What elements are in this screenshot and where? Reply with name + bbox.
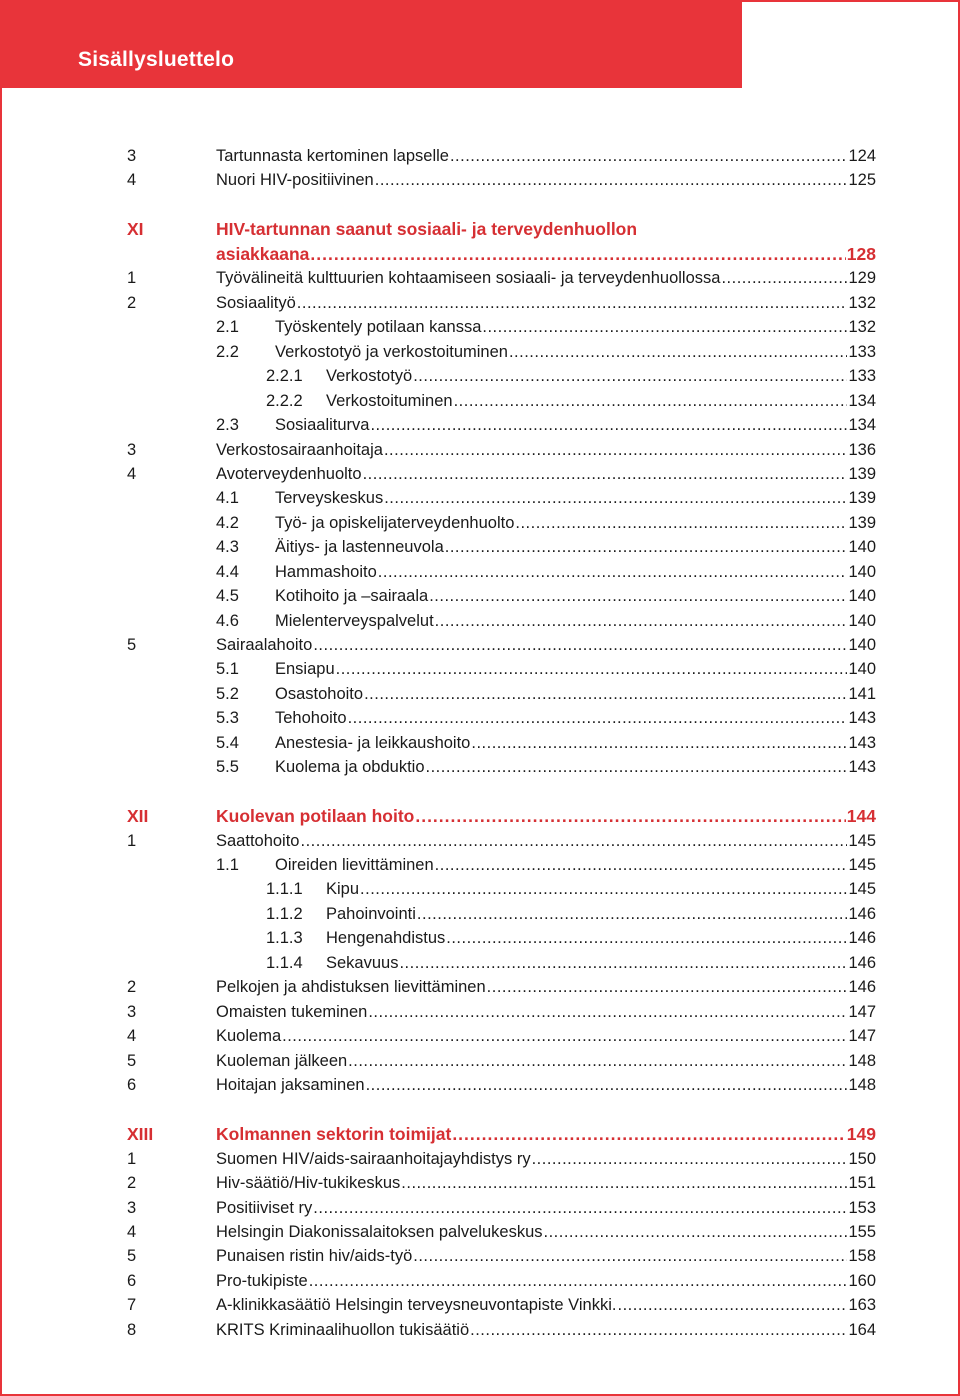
toc-entry: [216, 462, 876, 486]
toc-label: Punaisen ristin hiv/aids-työ: [216, 1247, 413, 1265]
toc-page-number: 136: [848, 441, 876, 459]
toc-label: Työvälineitä kulttuurien kohtaamiseen sosiaali- ja terveydenhuollossa: [216, 269, 721, 287]
toc-label: Tartunnasta kertominen lapselle: [216, 147, 449, 165]
toc-row: [0, 1073, 960, 1097]
toc-label: Verkostoituminen: [326, 392, 453, 410]
toc-number: 7: [127, 1296, 137, 1314]
toc-number: 6: [127, 1272, 137, 1290]
toc-row: [0, 1024, 960, 1048]
toc-row: [0, 1049, 960, 1073]
toc-number: 3: [127, 1003, 137, 1021]
toc-entry: [216, 1269, 876, 1293]
toc-entry: [216, 1073, 876, 1097]
toc-row: [0, 266, 960, 290]
toc-entry: [216, 242, 876, 266]
toc-row: [0, 657, 960, 681]
toc-dot-leader: [368, 1000, 847, 1024]
toc-label: Sairaalahoito: [216, 636, 313, 654]
toc-entry: [216, 706, 876, 730]
toc-entry: [216, 315, 876, 339]
toc-label: Oireiden lievittäminen: [275, 856, 434, 874]
toc-label: Mielenterveyspalvelut: [275, 612, 434, 630]
toc-label: Työskentely potilaan kanssa: [275, 318, 482, 336]
toc-number: 6: [127, 1076, 137, 1094]
toc-page-number: 144: [846, 806, 876, 826]
toc-label: Pahoinvointi: [326, 905, 416, 923]
toc-entry: [216, 853, 876, 877]
toc-row: [0, 389, 960, 413]
toc-dot-leader: [487, 975, 848, 999]
toc-page-number: 140: [848, 587, 876, 605]
toc-subnumber: 1.1.2: [266, 905, 303, 923]
toc-row: [0, 584, 960, 608]
toc-entry: [216, 584, 876, 608]
toc-dot-leader: [509, 340, 848, 364]
toc-subnumber: 4.5: [216, 587, 239, 605]
toc-row: [0, 609, 960, 633]
toc-entry: [266, 389, 876, 413]
toc-page-number: 146: [848, 954, 876, 972]
toc-number: XII: [127, 806, 149, 826]
toc-label: Avoterveydenhuolto: [216, 465, 362, 483]
toc-page-number: 124: [848, 147, 876, 165]
toc-entry: [216, 560, 876, 584]
toc-entry: [216, 682, 876, 706]
toc-row: [0, 1196, 960, 1220]
toc-label: Ensiapu: [275, 660, 335, 678]
toc-row: [0, 755, 960, 779]
toc-label: Kotihoito ja –sairaala: [275, 587, 429, 605]
toc-row: [0, 291, 960, 315]
toc-row: [0, 1293, 960, 1317]
toc-entry: [216, 609, 876, 633]
toc-label: Suomen HIV/aids-sairaanhoitajayhdistys ry: [216, 1150, 531, 1168]
toc-number: 4: [127, 171, 137, 189]
toc-row: [0, 413, 960, 437]
toc-number: 2: [127, 978, 137, 996]
toc-dot-leader: [401, 1171, 847, 1195]
toc-entry: [216, 438, 876, 462]
toc-dot-leader: [446, 926, 847, 950]
toc-dot-leader: [300, 829, 847, 853]
toc-page-number: 132: [848, 318, 876, 336]
toc-page-number: 134: [848, 416, 876, 434]
toc-chapter-row: [0, 804, 960, 828]
toc-number: 1: [127, 269, 137, 287]
toc-dot-leader: [297, 291, 848, 315]
toc-entry: [266, 926, 876, 950]
toc-page-number: 151: [848, 1174, 876, 1192]
toc-label: Kolmannen sektorin toimijat: [216, 1124, 452, 1144]
toc-dot-leader: [378, 560, 848, 584]
toc-dot-leader: [482, 315, 847, 339]
toc-page-number: 160: [848, 1272, 876, 1290]
toc-entry: [216, 1220, 876, 1244]
toc-dot-leader: [370, 413, 847, 437]
toc-number: 4: [127, 1027, 137, 1045]
toc-row: [0, 1171, 960, 1195]
toc-subnumber: 1.1.3: [266, 929, 303, 947]
toc-label: Positiiviset ry: [216, 1199, 313, 1217]
toc-entry: [216, 1171, 876, 1195]
toc-page-number: 146: [848, 905, 876, 923]
toc-number: 1: [127, 1150, 137, 1168]
toc-entry: [216, 731, 876, 755]
toc-page-number: 139: [848, 465, 876, 483]
toc-entry: [266, 951, 876, 975]
toc-row: [0, 486, 960, 510]
toc-number: 5: [127, 636, 137, 654]
toc-label: Hengenahdistus: [326, 929, 446, 947]
toc-row: [0, 1147, 960, 1171]
toc-entry: [216, 535, 876, 559]
toc-number: 3: [127, 147, 137, 165]
toc-number: 5: [127, 1247, 137, 1265]
toc-label: Saattohoito: [216, 832, 300, 850]
toc-subnumber: 1.1: [216, 856, 239, 874]
toc-label: Verkostotyö: [326, 367, 413, 385]
toc-row: [0, 633, 960, 657]
toc-dot-leader: [435, 609, 848, 633]
toc-subnumber: 5.1: [216, 660, 239, 678]
toc-chapter-row: [0, 217, 960, 241]
toc-page-number: 140: [848, 636, 876, 654]
toc-subnumber: 1.1.4: [266, 954, 303, 972]
toc-dot-leader: [282, 1024, 847, 1048]
toc-row: [0, 560, 960, 584]
toc-row: [0, 1000, 960, 1024]
toc-entry: [216, 1196, 876, 1220]
toc-row: [0, 438, 960, 462]
toc-page-number: 150: [848, 1150, 876, 1168]
toc-label: KRITS Kriminaalihuollon tukisäätiö: [216, 1321, 470, 1339]
toc-entry: [216, 291, 876, 315]
toc-page-number: 155: [848, 1223, 876, 1241]
toc-page-number: 140: [848, 612, 876, 630]
toc-number: XIII: [127, 1124, 154, 1144]
toc-page-number: 140: [848, 660, 876, 678]
toc-entry: [216, 1147, 876, 1171]
toc-page-number: 140: [848, 563, 876, 581]
toc-page-number: 163: [848, 1296, 876, 1314]
toc-row: [0, 926, 960, 950]
toc-dot-leader: [364, 682, 847, 706]
toc-row: [0, 462, 960, 486]
toc-page-number: 133: [848, 367, 876, 385]
toc-dot-leader: [399, 951, 847, 975]
toc-label: Hiv-säätiö/Hiv-tukikeskus: [216, 1174, 401, 1192]
toc-dot-leader: [435, 853, 848, 877]
toc-dot-leader: [384, 438, 848, 462]
toc-dot-leader: [366, 1073, 848, 1097]
toc-number: XI: [127, 219, 144, 239]
toc-page-number: 149: [846, 1124, 876, 1144]
toc-dot-leader: [452, 1122, 845, 1146]
toc-dot-leader: [360, 877, 847, 901]
toc-dot-leader: [417, 902, 848, 926]
toc-subnumber: 2.2.2: [266, 392, 303, 410]
toc-subnumber: 5.3: [216, 709, 239, 727]
toc-dot-leader: [310, 242, 845, 266]
toc-dot-leader: [544, 1220, 848, 1244]
toc-dot-leader: [348, 706, 848, 730]
toc-row: [0, 829, 960, 853]
toc-page-number: 145: [848, 856, 876, 874]
toc-dot-leader: [336, 657, 848, 681]
toc-dot-leader: [532, 1147, 848, 1171]
toc-row: [0, 168, 960, 192]
toc-dot-leader: [313, 1196, 847, 1220]
toc-page-number: 139: [848, 489, 876, 507]
toc-dot-leader: [471, 731, 847, 755]
toc-label: Anestesia- ja leikkaushoito: [275, 734, 471, 752]
page-title: Sisällysluettelo: [78, 48, 235, 71]
toc-page-number: 146: [848, 978, 876, 996]
toc-chapter-row: [0, 242, 960, 266]
toc-row: [0, 1318, 960, 1342]
toc-label: Helsingin Diakonissalaitoksen palvelukeskus: [216, 1223, 543, 1241]
toc-entry: [216, 1024, 876, 1048]
toc-row: [0, 975, 960, 999]
toc-page-number: 141: [848, 685, 876, 703]
toc-label: Kuolema: [216, 1027, 282, 1045]
toc-dot-leader: [515, 511, 847, 535]
toc-entry: [216, 144, 876, 168]
toc-page-number: 147: [848, 1003, 876, 1021]
toc-entry: [216, 217, 876, 241]
toc-label: Verkostotyö ja verkostoituminen: [275, 343, 508, 361]
toc-entry: [266, 877, 876, 901]
toc-page-number: 158: [848, 1247, 876, 1265]
toc-subnumber: 2.2: [216, 343, 239, 361]
toc-row: [0, 877, 960, 901]
toc-label: Sosiaaliturva: [275, 416, 370, 434]
toc-row: [0, 364, 960, 388]
toc-entry: [216, 511, 876, 535]
toc-label: Kuoleman jälkeen: [216, 1052, 348, 1070]
toc-number: 3: [127, 441, 137, 459]
toc-page-number: 134: [848, 392, 876, 410]
toc-page-number: 143: [848, 734, 876, 752]
toc-entry: [216, 1293, 876, 1317]
toc-page-number: 148: [848, 1076, 876, 1094]
toc-dot-leader: [415, 804, 845, 828]
toc-entry: [216, 1049, 876, 1073]
toc-label: Hammashoito: [275, 563, 377, 581]
toc-entry: [216, 340, 876, 364]
toc-row: [0, 731, 960, 755]
toc-number: 2: [127, 294, 137, 312]
toc-label: Osastohoito: [275, 685, 364, 703]
toc-subnumber: 2.3: [216, 416, 239, 434]
toc-row: [0, 902, 960, 926]
toc-row: [0, 706, 960, 730]
toc-label: Pelkojen ja ahdistuksen lievittäminen: [216, 978, 486, 996]
toc-dot-leader: [348, 1049, 847, 1073]
toc-subnumber: 4.6: [216, 612, 239, 630]
toc-entry: [216, 975, 876, 999]
toc-page-number: 143: [848, 758, 876, 776]
toc-dot-leader: [429, 584, 847, 608]
toc-row: [0, 511, 960, 535]
toc-page-number: 143: [848, 709, 876, 727]
toc-number: 4: [127, 465, 137, 483]
toc-entry: [216, 633, 876, 657]
toc-entry: [266, 902, 876, 926]
toc-row: [0, 1244, 960, 1268]
toc-dot-leader: [454, 389, 848, 413]
toc-page-number: 128: [846, 244, 876, 264]
toc-page-number: 125: [848, 171, 876, 189]
toc-entry: [216, 413, 876, 437]
toc-entry: [216, 266, 876, 290]
toc-subnumber: 4.2: [216, 514, 239, 532]
toc-entry: [216, 486, 876, 510]
toc-dot-leader: [363, 462, 848, 486]
toc-label: Hoitajan jaksaminen: [216, 1076, 365, 1094]
toc-entry: [216, 1000, 876, 1024]
toc-subnumber: 5.5: [216, 758, 239, 776]
toc-entry: [216, 829, 876, 853]
toc-page-number: 132: [848, 294, 876, 312]
toc-subnumber: 2.1: [216, 318, 239, 336]
toc-entry: [216, 657, 876, 681]
toc-page-number: 146: [848, 929, 876, 947]
toc-subnumber: 4.3: [216, 538, 239, 556]
toc-subnumber: 4.1: [216, 489, 239, 507]
toc-label: Kuolevan potilaan hoito: [216, 806, 415, 826]
toc-dot-leader: [309, 1269, 848, 1293]
toc-entry: [216, 755, 876, 779]
toc-row: [0, 535, 960, 559]
toc-dot-leader: [426, 755, 848, 779]
toc-label: Terveyskeskus: [275, 489, 384, 507]
toc-dot-leader: [413, 1244, 847, 1268]
toc-page-number: 139: [848, 514, 876, 532]
toc-dot-leader: [721, 266, 847, 290]
toc-row: [0, 853, 960, 877]
toc-dot-leader: [470, 1318, 847, 1342]
toc-page-number: 153: [848, 1199, 876, 1217]
toc-subnumber: 4.4: [216, 563, 239, 581]
toc-row: [0, 682, 960, 706]
toc-label: Äitiys- ja lastenneuvola: [275, 538, 444, 556]
toc-dot-leader: [384, 486, 847, 510]
toc-row: [0, 951, 960, 975]
toc-number: 3: [127, 1199, 137, 1217]
toc-label: Kipu: [326, 880, 360, 898]
toc-row: [0, 1220, 960, 1244]
toc-page-number: 140: [848, 538, 876, 556]
toc-number: 2: [127, 1174, 137, 1192]
toc-entry: [216, 1318, 876, 1342]
toc-entry: [266, 364, 876, 388]
toc-dot-leader: [413, 364, 847, 388]
toc-label: Sekavuus: [326, 954, 399, 972]
toc-label: Omaisten tukeminen: [216, 1003, 368, 1021]
toc-row: [0, 144, 960, 168]
toc-number: 4: [127, 1223, 137, 1241]
toc-dot-leader: [375, 168, 848, 192]
toc-label: HIV-tartunnan saanut sosiaali- ja terveydenhuollon: [216, 219, 638, 239]
toc-row: [0, 315, 960, 339]
toc-page-number: 145: [848, 832, 876, 850]
toc-row: [0, 340, 960, 364]
toc-page-number: 129: [848, 269, 876, 287]
toc-entry: [216, 804, 876, 828]
toc-entry: [216, 1122, 876, 1146]
toc-number: 5: [127, 1052, 137, 1070]
toc-subnumber: 2.2.1: [266, 367, 303, 385]
toc-label: Nuori HIV-positiivinen: [216, 171, 374, 189]
toc-dot-leader: [445, 535, 848, 559]
toc-entry: [216, 1244, 876, 1268]
toc-page-number: 164: [848, 1321, 876, 1339]
toc-subnumber: 5.2: [216, 685, 239, 703]
toc-subnumber: 5.4: [216, 734, 239, 752]
toc-label: Tehohoito: [275, 709, 347, 727]
toc-label: Sosiaalityö: [216, 294, 296, 312]
toc-row: [0, 1269, 960, 1293]
toc-label: asiakkaana: [216, 244, 310, 264]
toc-label: Kuolema ja obduktio: [275, 758, 425, 776]
toc-label: Verkostosairaanhoitaja: [216, 441, 383, 459]
toc-subnumber: 1.1.1: [266, 880, 303, 898]
toc-dot-leader: [617, 1293, 847, 1317]
toc-entry: [216, 168, 876, 192]
toc-label: Pro-tukipiste: [216, 1272, 308, 1290]
toc-page-number: 133: [848, 343, 876, 361]
toc-dot-leader: [313, 633, 847, 657]
toc-page-number: 145: [848, 880, 876, 898]
toc-page-number: 147: [848, 1027, 876, 1045]
toc-page-number: 148: [848, 1052, 876, 1070]
toc-number: 8: [127, 1321, 137, 1339]
toc-label: Työ- ja opiskelijaterveydenhuolto: [275, 514, 515, 532]
toc-number: 1: [127, 832, 137, 850]
toc-chapter-row: [0, 1122, 960, 1146]
toc-label: A-klinikkasäätiö Helsingin terveysneuvontapiste Vinkki.: [216, 1296, 617, 1314]
toc-dot-leader: [450, 144, 848, 168]
